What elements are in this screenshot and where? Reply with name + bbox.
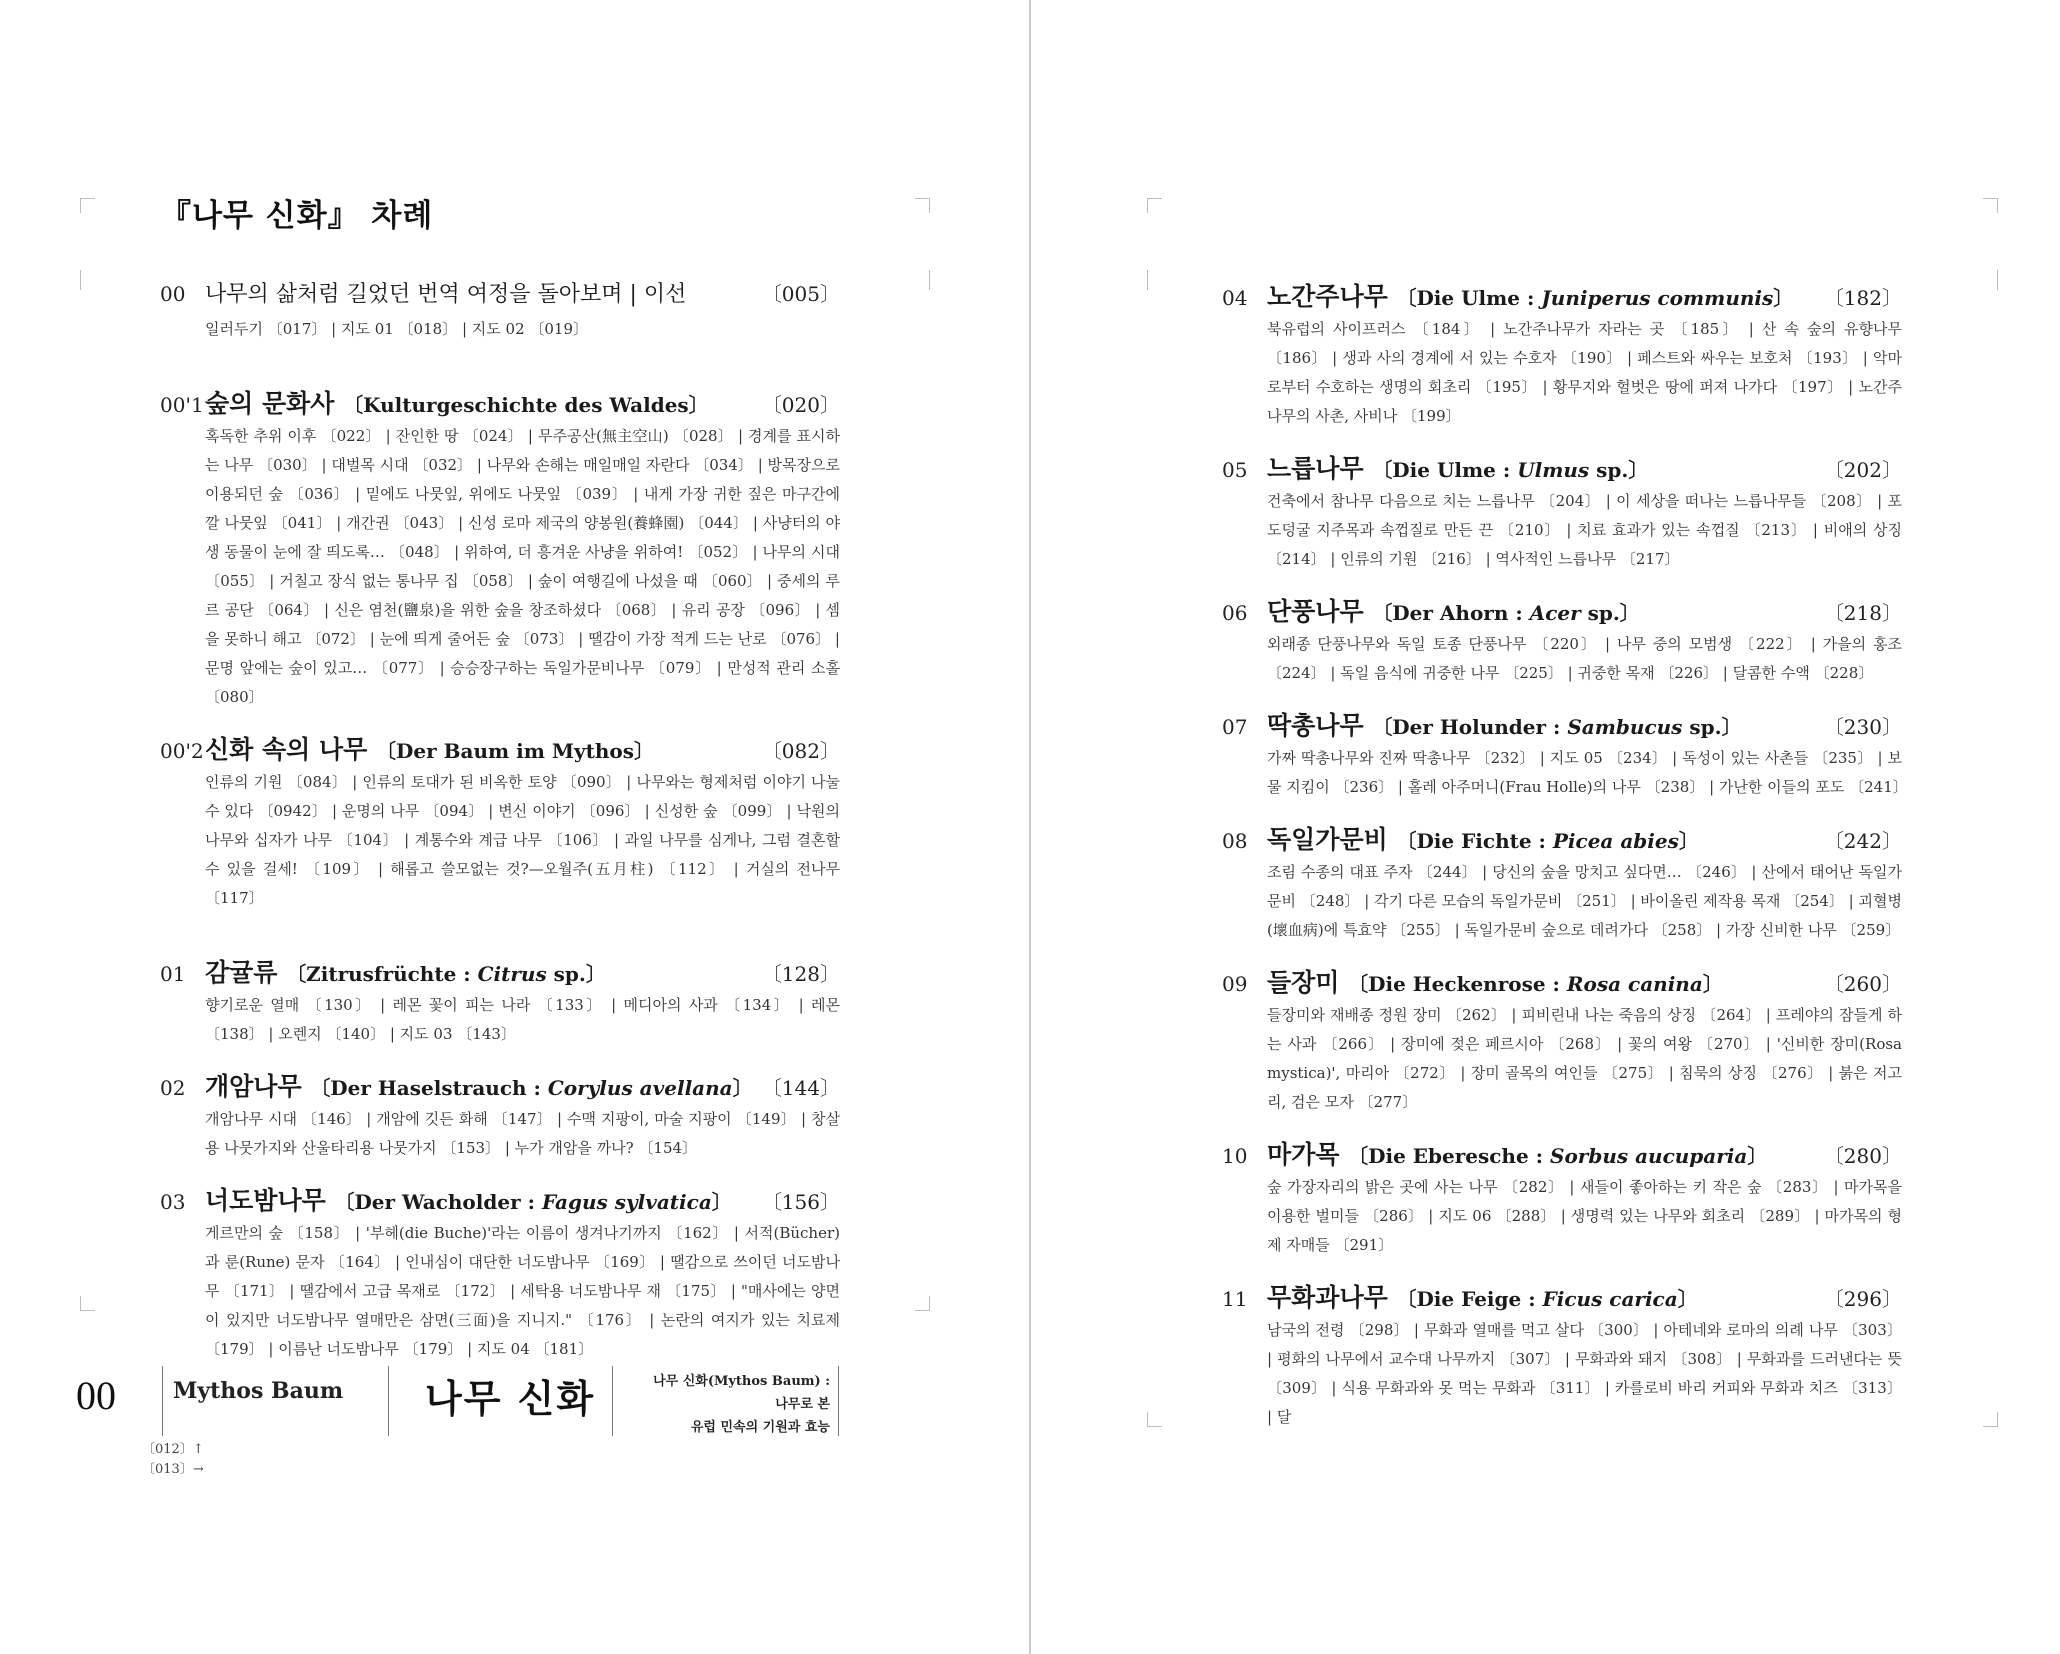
crop-mark (915, 1296, 930, 1311)
toc-entry-heading (160, 953, 840, 991)
page-number: 〔005〕 (761, 282, 840, 306)
chapter-title-part: 숲의 문화사 (205, 389, 344, 418)
chapter-number: 00'1 (160, 393, 204, 417)
chapter-title-part: 나무의 삶처럼 길었던 번역 여정을 돌아보며 | 이선 (205, 282, 687, 307)
chapter-title-part: 〔Die Heckenrose : (1348, 972, 1567, 996)
chapter-title-part: 느릅나무 (1267, 454, 1373, 483)
divider (612, 1366, 613, 1436)
chapter-title (1267, 1278, 1822, 1314)
section-list: 일러두기 〔017〕 | 지도 01 〔018〕 | 지도 02 〔019〕 (205, 320, 589, 338)
chapter-title-part: 〕 (1773, 286, 1794, 310)
chapter-title (1267, 963, 1822, 999)
crop-mark (80, 1296, 95, 1311)
chapter-title (205, 277, 760, 308)
chapter-title-part: 들장미 (1267, 968, 1349, 997)
toc-entry-heading (1222, 1278, 1902, 1316)
book-subtitle (620, 1370, 830, 1439)
chapter-title-part: 독일가문비 (1267, 825, 1397, 854)
toc-entry (1222, 277, 1902, 431)
toc-entry (160, 1067, 840, 1163)
chapter-title-part: Sambucus (1567, 715, 1683, 739)
chapter-title (205, 1067, 760, 1103)
chapter-title-part: Ulmus (1517, 458, 1590, 482)
toc-entry (160, 277, 840, 344)
page-number: 〔144〕 (761, 1076, 840, 1100)
toc-entry-heading (1222, 706, 1902, 744)
chapter-title-part: 〔Der Baum im Mythos〕 (376, 739, 654, 763)
toc-entry-heading (1222, 449, 1902, 487)
chapter-title-part: sp.〕 (1682, 715, 1742, 739)
chapter-title-part: 노간주나무 (1267, 282, 1397, 311)
subtitle-line: 나무 신화(Mythos Baum) : (653, 1374, 830, 1389)
section-list: 외래종 단풍나무와 독일 토종 단풍나무 〔220〕 | 나무 중의 모범생 〔222〕 | 가을의 홍조 〔224〕 | 독일 음식에 귀중한 나무 〔225〕 | 귀중한 목재 〔226〕 | 달콤한 수액 〔228〕 (1267, 635, 1902, 682)
chapter-title-part: Corylus avellana (547, 1076, 733, 1100)
toc-entry (1222, 706, 1908, 802)
toc-entry (1222, 1278, 1902, 1432)
crop-mark (915, 198, 930, 213)
section-list: 게르만의 숲 〔158〕 | '부헤(die Buche)'라는 이름이 생겨나기까지 〔162〕 | 서적(Bücher)과 룬(Rune) 문자 〔164〕 | 인내심이 대단한 너도밤나무 〔169〕 | 땔감으로 쓰이던 너도밤나무 〔171〕 | 땔감에서 고급 목재로 〔172〕 | 세탁용 너도밤나무 재 〔175〕 | "매사에는 양면이 있지만 너도밤나무 열매만은 삼면(三面)을 지니지." 〔176〕 | 논란의 여지가 있는 치료제 〔179〕 | 이름난 너도밤나무 〔179〕 | 지도 04 〔181〕 (205, 1224, 840, 1358)
chapter-number: 07 (1222, 715, 1248, 739)
toc-entry-heading (160, 1181, 840, 1219)
toc-entry (160, 730, 840, 913)
chapter-number: 10 (1222, 1144, 1248, 1168)
toc-entry (1222, 592, 1902, 688)
chapter-title-part: 〔Zitrusfrüchte : (286, 962, 478, 986)
chapter-title-part: 〕 (1702, 972, 1723, 996)
chapter-title-part: Rosa canina (1566, 972, 1703, 996)
left-page (0, 0, 1029, 1654)
chapter-title-part: Acer (1529, 601, 1581, 625)
divider (162, 1366, 163, 1436)
toc-entry-heading (1222, 1135, 1902, 1173)
chapter-title-part: 〕 (1678, 829, 1699, 853)
table-of-contents-left (160, 277, 840, 1382)
chapter-title-part: 신화 속의 나무 (205, 735, 377, 764)
chapter-title-part: 개암나무 (205, 1072, 311, 1101)
chapter-title-part: 〔Der Wacholder : (334, 1190, 542, 1214)
chapter-title (205, 953, 760, 989)
toc-entry (1222, 1135, 1902, 1260)
chapter-title-part: 〕 (1677, 1287, 1698, 1311)
chapter-title (205, 730, 760, 766)
toc-entry (160, 384, 840, 712)
chapter-title-part: 너도밤나무 (205, 1186, 335, 1215)
chapter-number: 05 (1222, 458, 1248, 482)
chapter-title (1267, 592, 1822, 628)
page-number: 〔230〕 (1823, 715, 1902, 739)
chapter-title-part: Sorbus aucuparia (1550, 1144, 1748, 1168)
chapter-number: 06 (1222, 601, 1248, 625)
chapter-title-part: 〔Die Ulme : (1372, 458, 1518, 482)
chapter-number: 00 (160, 282, 186, 306)
chapter-title-part: 〕 (1747, 1144, 1768, 1168)
section-list: 가짜 딱총나무와 진짜 딱총나무 〔232〕 | 지도 05 〔234〕 | 독성이 있는 사촌들 〔235〕 | 보물 지킴이 〔236〕 | 홀레 아주머니(Frau Holle)의 나무 〔238〕 | 가난한 이들의 포도 〔241〕 (1267, 749, 1908, 796)
subtitle-line: 유럽 민속의 기원과 효능 (690, 1420, 830, 1435)
page-number: 〔242〕 (1823, 829, 1902, 853)
page-number: 〔260〕 (1823, 972, 1902, 996)
crop-mark (1997, 270, 1998, 290)
chapter-title (205, 384, 760, 420)
page-number: 〔296〕 (1823, 1287, 1902, 1311)
section-list: 북유럽의 사이프러스 〔184〕 | 노간주나무가 자라는 곳 〔185〕 | 산 속 숲의 유향나무 〔186〕 | 생과 사의 경계에 서 있는 수호자 〔190〕 | 페스트와 싸우는 보호처 〔193〕 | 악마로부터 수호하는 생명의 회초리 〔195〕 | 황무지와 헐벗은 땅에 퍼져 나가다 〔197〕 | 노간주나무의 사촌, 사비나 〔199〕 (1267, 320, 1902, 425)
chapter-title-part: 〔Der Ahorn : (1372, 601, 1530, 625)
crop-mark (1147, 198, 1162, 213)
chapter-number: 02 (160, 1076, 186, 1100)
crop-mark (929, 270, 930, 290)
page-folio: 00 (76, 1373, 116, 1418)
section-list: 인류의 기원 〔084〕 | 인류의 토대가 된 비옥한 토양 〔090〕 | 나무와는 형제처럼 이야기 나눌 수 있다 〔0942〕 | 운명의 나무 〔094〕 | 변신 이야기 〔096〕 | 신성한 숲 〔099〕 | 낙원의 나무와 십자가 나무 〔104〕 | 계통수와 계급 나무 〔106〕 | 과일 나무를 심게나, 그럼 결혼할 수 있을 걸세! 〔109〕 | 해롭고 쓸모없는 것?—오월주(五月柱) 〔112〕 | 거실의 전나무 〔117〕 (205, 773, 840, 907)
section-list: 조림 수종의 대표 주자 〔244〕 | 당신의 숲을 망치고 싶다면… 〔246〕 | 산에서 태어난 독일가문비 〔248〕 | 각기 다른 모습의 독일가문비 〔251〕 | 바이올린 제작용 목재 〔254〕 | 괴혈병(壞血病)에 특효약 〔255〕 | 독일가문비 숲으로 데려가다 〔258〕 | 가장 신비한 나무 〔259〕 (1267, 863, 1902, 939)
chapter-title (1267, 706, 1822, 742)
chapter-title-part: 딱총나무 (1267, 711, 1373, 740)
cross-reference: 〔012〕↑ (142, 1442, 204, 1457)
chapter-title-part: 〔Der Haselstrauch : (310, 1076, 548, 1100)
chapter-title-part: 〔Die Fichte : (1396, 829, 1553, 853)
crop-mark (1983, 1412, 1998, 1427)
toc-entry-heading (160, 1067, 840, 1105)
chapter-title-part: 마가목 (1267, 1140, 1349, 1169)
chapter-title (1267, 449, 1822, 485)
chapter-title-part: 〔Der Holunder : (1372, 715, 1568, 739)
chapter-title-part: sp.〕 (1580, 601, 1640, 625)
chapter-title-part: 단풍나무 (1267, 597, 1373, 626)
chapter-title-part: 〔Die Ulme : (1396, 286, 1542, 310)
toc-entry-heading (1222, 820, 1902, 858)
chapter-title-part: sp.〕 (546, 962, 606, 986)
chapter-title-part: 〔Die Eberesche : (1348, 1144, 1551, 1168)
chapter-title-part: 〕 (711, 1190, 732, 1214)
section-list: 남국의 전령 〔298〕 | 무화과 열매를 먹고 살다 〔300〕 | 아테네와 로마의 의례 나무 〔303〕 | 평화의 나무에서 교수대 나무까지 〔307〕 | 무화과와 돼지 〔308〕 | 무화과를 드러낸다는 뜻 〔309〕 | 식용 무화과와 못 먹는 무화과 〔311〕 | 카를로비 바리 커피와 무화과 치즈 〔313〕 | 달 (1267, 1321, 1902, 1426)
crop-mark (1147, 270, 1148, 290)
chapter-title-part: Ficus carica (1542, 1287, 1678, 1311)
section-list: 혹독한 추위 이후 〔022〕 | 잔인한 땅 〔024〕 | 무주공산(無主空山) 〔028〕 | 경계를 표시하는 나무 〔030〕 | 대벌목 시대 〔032〕 | 나무와 손해는 매일매일 자란다 〔034〕 | 방목장으로 이용되던 숲 〔036〕 | 밑에도 나뭇잎, 위에도 나뭇잎 〔039〕 | 내게 가장 귀한 짚은 마구간에 깔 나뭇잎 〔041〕 | 개간권 〔043〕 | 신성 로마 제국의 양봉원(養蜂園) 〔044〕 | 사냥터의 야생 동물이 눈에 잘 띄도록… 〔048〕 | 위하여, 더 흥겨운 사냥을 위하여! 〔052〕 | 나무의 시대 〔055〕 | 거칠고 장식 없는 통나무 집 〔058〕 | 숲이 여행길에 나섰을 때 〔060〕 | 중세의 루르 공단 〔064〕 | 신은 염천(鹽泉)을 위한 숲을 창조하셨다 〔068〕 | 유리 공장 〔096〕 | 셈을 못하니 해고 〔072〕 | 눈에 띄게 줄어든 숲 〔073〕 | 땔감이 가장 적게 드는 난로 〔076〕 | 문명 앞에는 숲이 있고… 〔077〕 | 승승장구하는 독일가문비나무 〔079〕 | 만성적 관리 소홀 〔080〕 (205, 427, 840, 706)
page-number: 〔182〕 (1823, 286, 1902, 310)
chapter-title-part: Juniperus communis (1541, 286, 1774, 310)
page-number: 〔128〕 (761, 962, 840, 986)
toc-entry-heading (1222, 277, 1902, 315)
chapter-title (1267, 1135, 1822, 1171)
cross-reference: 〔013〕→ (142, 1462, 204, 1477)
page-number: 〔156〕 (761, 1190, 840, 1214)
section-list: 들장미와 재배종 정원 장미 〔262〕 | 피비린내 나는 죽음의 상징 〔264〕 | 프레야의 잠들게 하는 사과 〔266〕 | 장미에 젖은 페르시아 〔268〕 | 꽃의 여왕 〔270〕 | '신비한 장미(Rosa mystica)', 마리아 〔272〕 | 장미 골목의 여인들 〔275〕 | 침묵의 상징 〔276〕 | 붉은 저고리, 검은 모자 〔277〕 (1267, 1006, 1902, 1111)
chapter-number: 01 (160, 962, 186, 986)
chapter-title-part: Citrus (477, 962, 547, 986)
chapter-number: 11 (1222, 1287, 1248, 1311)
toc-entry-heading (1222, 963, 1902, 1001)
running-footer (0, 1360, 1029, 1480)
chapter-title (205, 1181, 760, 1217)
chapter-number: 09 (1222, 972, 1248, 996)
chapter-number: 03 (160, 1190, 186, 1214)
chapter-title-part: 〔Die Feige : (1396, 1287, 1543, 1311)
crop-mark (80, 198, 95, 213)
chapter-number: 00'2 (160, 739, 204, 763)
page-number: 〔020〕 (761, 393, 840, 417)
crop-mark (1983, 198, 1998, 213)
chapter-title-part: 〕 (732, 1076, 753, 1100)
toc-entry (1222, 449, 1902, 574)
toc-entry (160, 1181, 840, 1364)
right-page (1031, 0, 2060, 1654)
chapter-title-part: Picea abies (1552, 829, 1679, 853)
toc-entry-heading (160, 730, 840, 768)
chapter-title-part: sp.〕 (1589, 458, 1649, 482)
table-of-contents-right (1222, 277, 1908, 1450)
section-spacer (160, 931, 840, 953)
section-list: 개암나무 시대 〔146〕 | 개암에 깃든 화해 〔147〕 | 수맥 지팡이, 마술 지팡이 〔149〕 | 창살용 나뭇가지와 산울타리용 나뭇가지 〔153〕 | 누가 개암을 까나? 〔154〕 (205, 1110, 840, 1157)
subtitle-line: 나무로 본 (775, 1397, 830, 1412)
divider (388, 1366, 389, 1436)
page-number: 〔280〕 (1823, 1144, 1902, 1168)
chapter-title (1267, 820, 1822, 856)
book-title: 나무 신화 (425, 1376, 596, 1421)
crop-mark (1147, 1412, 1162, 1427)
chapter-number: 08 (1222, 829, 1248, 853)
toc-entry (1222, 820, 1902, 945)
chapter-title-part: Fagus sylvatica (541, 1190, 712, 1214)
toc-entry-heading (1222, 592, 1902, 630)
crop-mark (80, 270, 81, 290)
page-number: 〔202〕 (1823, 458, 1902, 482)
page-number: 〔082〕 (761, 739, 840, 763)
section-list: 숲 가장자리의 밝은 곳에 사는 나무 〔282〕 | 새들이 좋아하는 키 작은 숲 〔283〕 | 마가목을 이용한 벌미들 〔286〕 | 지도 06 〔288〕 | 생명력 있는 나무와 회초리 〔289〕 | 마가목의 형제 자매들 〔291〕 (1267, 1178, 1902, 1254)
page-number: 〔218〕 (1823, 601, 1902, 625)
toc-entry (1222, 963, 1902, 1117)
toc-entry-heading (160, 384, 840, 422)
toc-entry-heading (160, 277, 840, 315)
section-list: 건축에서 참나무 다음으로 치는 느릅나무 〔204〕 | 이 세상을 떠나는 느릅나무들 〔208〕 | 포도덩굴 지주목과 속껍질로 만든 끈 〔210〕 | 치료 효과가 있는 속껍질 〔213〕 | 비애의 상징 〔214〕 | 인류의 기원 〔216〕 | 역사적인 느릅나무 〔217〕 (1267, 492, 1902, 568)
chapter-number: 04 (1222, 286, 1248, 310)
chapter-title-part: 〔Kulturgeschichte des Waldes〕 (343, 393, 709, 417)
chapter-title-part: 무화과나무 (1267, 1283, 1397, 1312)
chapter-title (1267, 277, 1822, 313)
document-title: 『나무 신화』 차례 (160, 198, 434, 234)
section-list: 향기로운 열매 〔130〕 | 레몬 꽃이 피는 나라 〔133〕 | 메디아의 사과 〔134〕 | 레몬 〔138〕 | 오렌지 〔140〕 | 지도 03 〔143〕 (205, 996, 840, 1043)
toc-entry (160, 953, 840, 1049)
divider (838, 1366, 839, 1436)
series-label: Mythos Baum (173, 1378, 344, 1404)
section-spacer (160, 362, 840, 384)
chapter-title-part: 감귤류 (205, 958, 287, 987)
